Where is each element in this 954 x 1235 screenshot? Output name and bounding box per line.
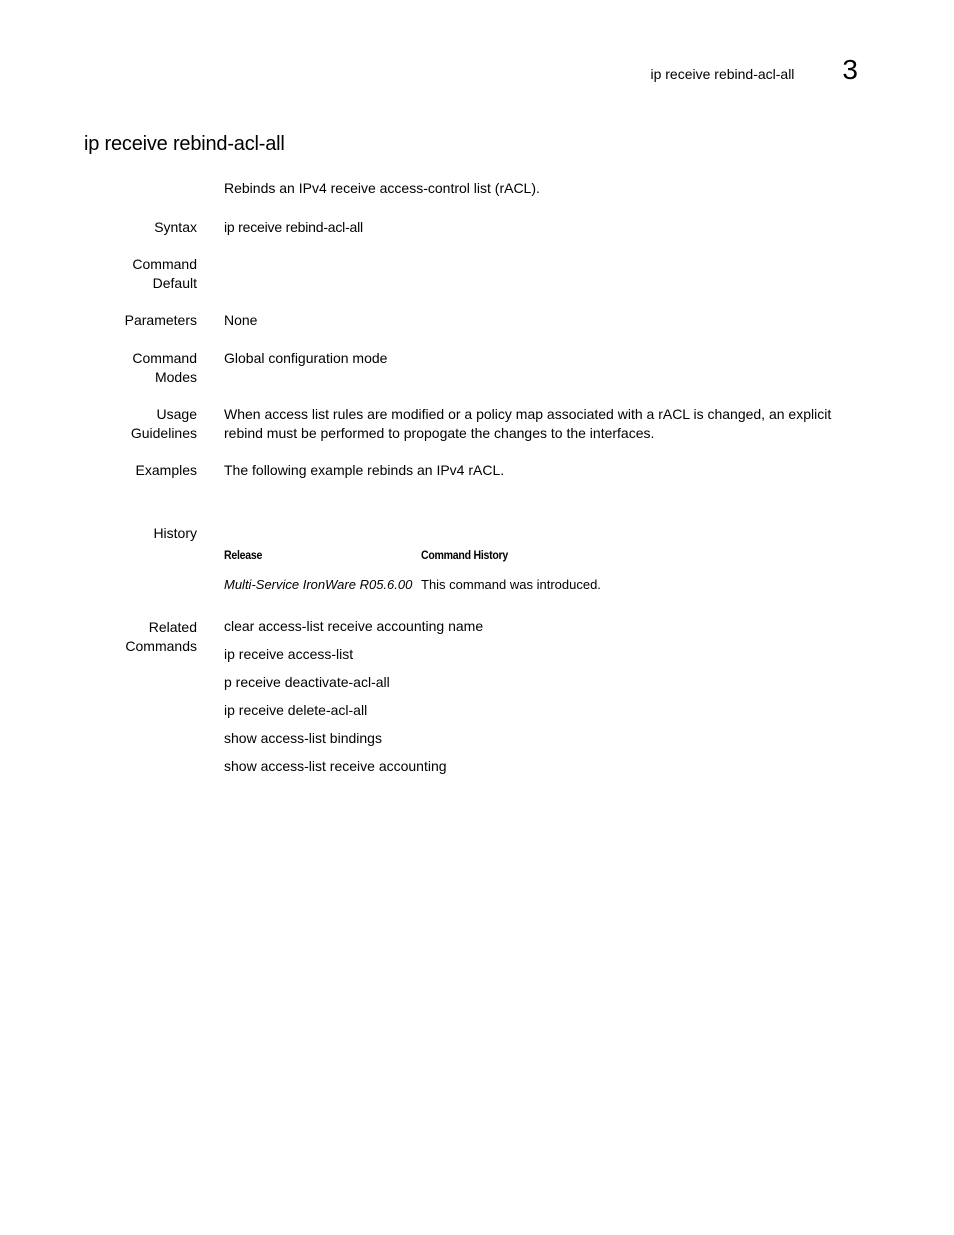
history-label: History xyxy=(153,525,197,541)
related-command-item: show access-list receive accounting xyxy=(224,758,447,774)
related-command-item: ip receive delete-acl-all xyxy=(224,702,368,718)
command-modes-text: Global configuration mode xyxy=(224,350,388,366)
command-modes-label: Command Modes xyxy=(132,350,197,385)
examples-text: The following example rebinds an IPv4 rACL. xyxy=(224,462,505,478)
command-default-label: Command Default xyxy=(132,256,197,291)
related-command-item: ip receive access-list xyxy=(224,646,354,662)
related-command-item: show access-list bindings xyxy=(224,730,382,746)
examples-label: Examples xyxy=(135,462,197,478)
history-column-release: Release xyxy=(224,548,263,562)
related-command-item: clear access-list receive accounting name xyxy=(224,618,484,634)
history-row-release: Multi-Service IronWare R05.6.00 xyxy=(224,577,413,592)
history-row-description: This command was introduced. xyxy=(421,577,601,592)
related-command-item: p receive deactivate-acl-all xyxy=(224,674,390,690)
related-commands-list xyxy=(224,617,483,785)
running-title: ip receive rebind-acl-all xyxy=(650,66,795,82)
page-header xyxy=(650,56,858,84)
usage-guidelines-text: When access list rules are modified or a policy map associated with a rACL is changed, an explicit rebind must be performed to propogate the changes to the interfaces. xyxy=(224,406,832,441)
syntax-text: ip receive rebind-acl-all xyxy=(224,219,363,235)
parameters-label: Parameters xyxy=(124,312,197,328)
history-column-command-history: Command History xyxy=(421,548,508,562)
page-title: ip receive rebind-acl-all xyxy=(84,133,285,155)
related-commands-label: Related Commands xyxy=(125,619,197,654)
chapter-number: 3 xyxy=(842,54,858,85)
parameters-text: None xyxy=(224,312,258,328)
usage-guidelines-label: Usage Guidelines xyxy=(130,406,197,441)
syntax-label: Syntax xyxy=(154,219,197,235)
command-description: Rebinds an IPv4 receive access-control list (rACL). xyxy=(224,180,540,196)
